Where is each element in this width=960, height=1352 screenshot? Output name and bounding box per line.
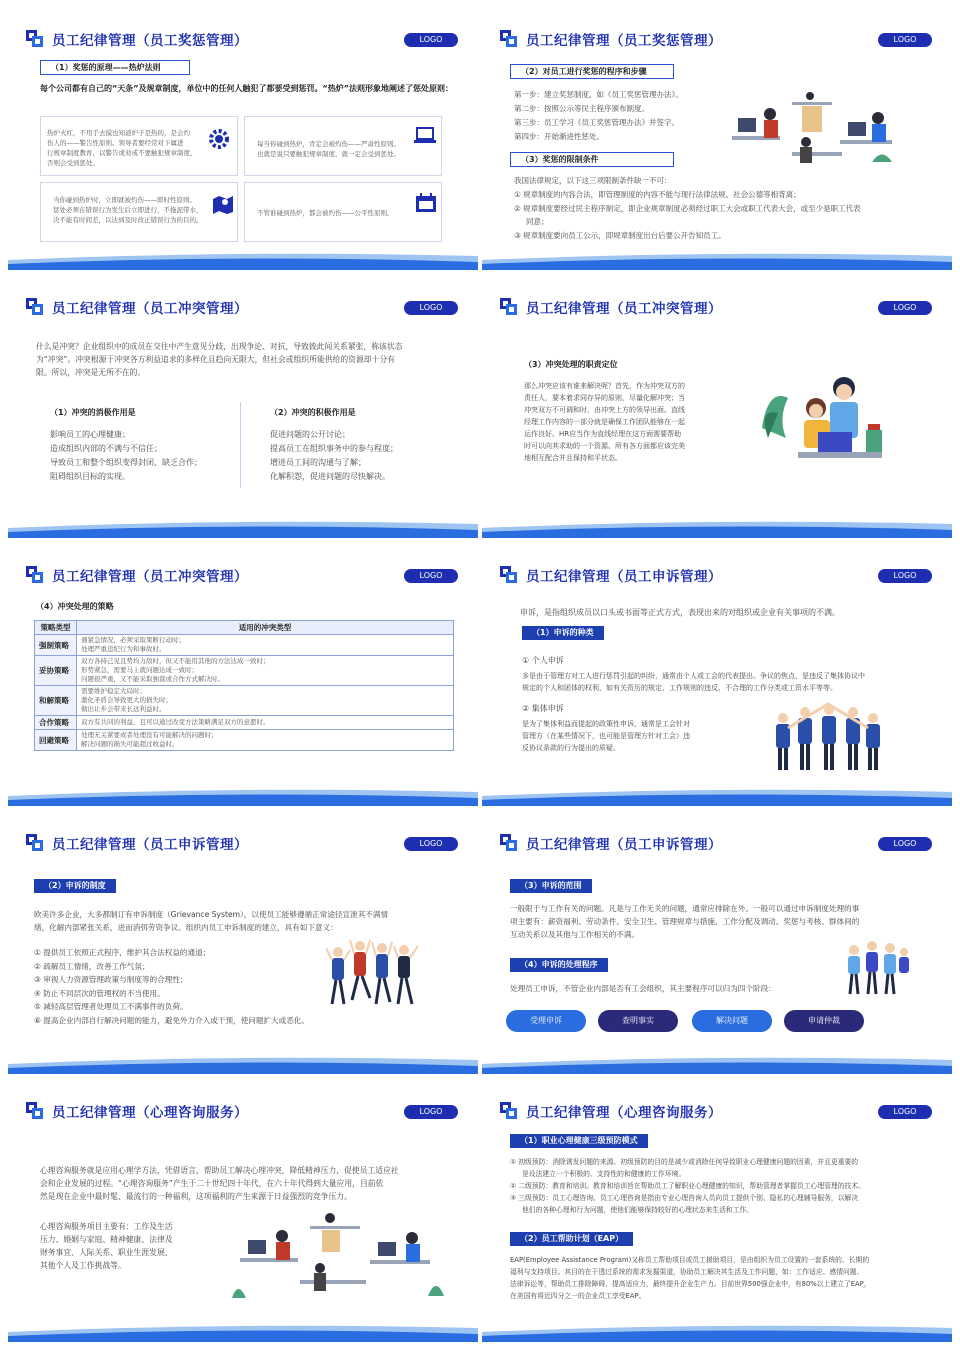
brand-icon xyxy=(26,298,44,316)
column-divider xyxy=(240,402,241,488)
footer-wave xyxy=(482,782,952,806)
step-accept-appeal: 受理申诉 xyxy=(506,1010,586,1032)
table-row xyxy=(35,635,454,656)
slide-appeal-scope xyxy=(482,812,952,1074)
principle-card-fairness: 不管谁碰到热炉，都会被灼伤——公平性原则。 xyxy=(244,182,442,242)
office-people-illustration xyxy=(230,1210,448,1306)
conditions-list: ① 规章制度的内容合法，即管理制度的内容不能与现行法律法规、社会公德等相背离； ② 规章制度要经过民主程序制定，即企业规章制度必须经过职工大会或职工代表大会，或至少是职工代表 同意； ③ 规章制度要向员工公示，即规章制度出台后要公开告知员工。 xyxy=(514,190,861,240)
intro-text: 每个公司都有自己的“天条”及规章制度，单位中的任何人触犯了都要受到惩罚。“热炉”法则形象地阐述了惩处原则： xyxy=(40,84,454,93)
team-laptop-illustration xyxy=(758,368,892,468)
office-workers-illustration xyxy=(722,92,902,172)
slide-counseling-eap xyxy=(482,1080,952,1342)
slide-title: 员工纪律管理（员工冲突管理） xyxy=(526,301,722,317)
strategy-name: 回避策略 xyxy=(35,730,77,751)
eap-body: EAP(Employee Assistance Program)又称员工帮助项目或员工援助项目，是由组织为员工设置的一套系统的、长期的 福利与支持项目。其目的在于透过系统的需求发掘渠道，协助员工解决其生活及工作问题，如：工作适应、感情问题、 法律诉讼等，帮助员工排除障碍，提高适应力，最终提升企业生产力。目前世界500强企业中，有80%以上建立了EAP， 在美国有将近四分之一的企业员工享受EAP。 xyxy=(510,1256,871,1300)
appeal-system-list: ① 提供员工依照正式程序，维护其合法权益的通道； ② 疏解员工情绪，改善工作气氛； ③ 审视人力资源管理政策与制度等的合理性； ④ 防止不同层次的管理权的不当使用。 ⑤ 减轻高层管理者处理员工不满事件的负荷。 ⑥ 提高企业内部自行解决问题的能力，避免外力介入或干预，使问题扩大或恶化。 xyxy=(34,948,309,1025)
footer-wave xyxy=(482,1050,952,1074)
brand-icon xyxy=(26,566,44,584)
table-header-cell: 适用的冲突类型 xyxy=(77,621,454,635)
prevention-model-label: （1）职业心理健康三级预防模式 xyxy=(510,1134,648,1148)
logo-badge: LOGO xyxy=(404,837,458,851)
strategy-name: 强制策略 xyxy=(35,635,77,656)
personal-appeal-body: 多是由于管理方对工人进行惩罚引起的纠纷，通常由个人或工会的代表提出。争议的焦点，是违反了集体协议中 规定的个人和团体的权利，如有关资历的规定、工作规则的违反、不合理的工作分类或工资水平等等。 xyxy=(522,672,865,692)
table-row xyxy=(35,730,454,751)
brand-icon xyxy=(500,834,518,852)
group-appeal-body: 是为了集体利益而提起的政策性申诉，通常是工会针对 管理方（在某些情况下，也可能是管理方针对工会）违 反协议条款的行为提出的质疑。 xyxy=(522,720,690,752)
logo-badge: LOGO xyxy=(404,33,458,47)
logo-badge: LOGO xyxy=(878,301,932,315)
footer-wave xyxy=(8,1050,478,1074)
laptop-icon xyxy=(413,127,437,145)
brand-icon xyxy=(26,1102,44,1120)
brand-icon xyxy=(500,30,518,48)
strategy-desc: 处理无关紧要或者处理没有可能解决的问题时； 解决问题的损失可能超过收益时。 xyxy=(77,730,454,751)
appeal-scope-label: （3）申诉的范围 xyxy=(510,879,592,893)
slide-counseling-intro xyxy=(8,1080,478,1342)
logo-badge: LOGO xyxy=(878,569,932,583)
footer-wave xyxy=(8,246,478,270)
strategy-desc: 遇紧急情况，必须采取果断行动时； 处理严重违纪行为和事故时。 xyxy=(77,635,454,656)
brand-icon xyxy=(500,566,518,584)
team-illustration xyxy=(842,940,912,996)
logo-badge: LOGO xyxy=(878,1105,932,1119)
footer-wave xyxy=(8,1318,478,1342)
responsibility-body: 那么冲突应该有谁来解决呢？首先，作为冲突双方的 责任人，要本着求同存异的原则，尽量化解冲突；当 冲突双方不可调和时，由冲突上方的领导出面。直线 经理工作内容的一部分就是确保工作团队能够在一起 运作良好。HR应当作为直线经理在这方面需要帮助 时可以向其求助的一个资源。所有各方面都应该完美 地相互配合并且保持和平状态。 xyxy=(524,382,685,462)
group-appeal-title: ② 集体申诉 xyxy=(522,704,564,713)
footer-wave xyxy=(482,514,952,538)
slide-title: 员工纪律管理（员工申诉管理） xyxy=(526,837,722,853)
strategy-desc: 双方各持己见且势均力敌时，但又不能用其他的方法达成一致时； 形势紧急，需要马上就问题达成一致时； 问题很严重，又不能采取独裁或合作方式解决时。 xyxy=(77,656,454,686)
slide-title: 员工纪律管理（心理咨询服务） xyxy=(52,1105,248,1121)
procedure-steps: 第一步：建立奖惩制度，如《员工奖惩管理办法》。 第二步：按照公示等民主程序颁布制度。 第三步：员工学习《员工奖惩管理办法》并签字。 第四步：开始渐进性惩处。 xyxy=(514,90,683,141)
principle-card-immediacy: 当你碰到热炉时，立即就被灼伤——即时性原则。 惩处必须在错误行为发生后立即进行，不拖泥带水， 决不能有时间差，以达到及时改正错误行为的目的。 xyxy=(40,182,238,242)
personal-appeal-title: ① 个人申诉 xyxy=(522,656,564,665)
step-resolve-problem: 解决问题 xyxy=(692,1010,772,1032)
appeal-procedure-body: 处理员工申诉，不管企业内部是否有工会组织，其主要程序可以归为四个阶段： xyxy=(510,984,776,993)
gear-icon xyxy=(207,127,231,151)
footer-wave xyxy=(482,246,952,270)
negative-effects-list: 影响员工的心理健康； 造成组织内部的不满与不信任； 导致员工和整个组织变得封闭、缺乏合作； 阻碍组织目标的实现。 xyxy=(50,430,202,481)
calendar-icon xyxy=(415,193,437,213)
table-row xyxy=(35,686,454,716)
slide-title: 员工纪律管理（员工申诉管理） xyxy=(52,837,248,853)
appeal-scope-body: 一般限于与工作有关的问题。凡是与工作无关的问题，通常应排除在外。一般可以通过申诉制度处理的事 项主要有：薪资福利、劳动条件、安全卫生、管理规章与措施、工作分配及调动、奖惩与考核、群体间的 互动关系以及其他与工作相关的不满。 xyxy=(510,904,860,939)
slide-title: 员工纪律管理（员工冲突管理） xyxy=(52,569,248,585)
strategy-name: 合作策略 xyxy=(35,716,77,730)
table-header-cell: 策略类型 xyxy=(35,621,77,635)
appeal-system-label: （2）申诉的制度 xyxy=(34,879,116,893)
section-label: （1）奖惩的原理——热炉法则 xyxy=(40,60,190,75)
principle-card-warning: 热炉火红，不用手去摸也知道炉子是热的，是会灼 伤人的——警告性原则。领导者要经常对下属进 行规章制度教育，以警告或劝戒不要触犯规章制度， 否则会受到惩处。 xyxy=(40,116,238,176)
logo-badge: LOGO xyxy=(404,301,458,315)
principle-card-severity: 每当你碰到热炉，肯定会被灼伤——严肃性原则。 也就是说只要触犯规章制度，就一定会受到惩处。 xyxy=(244,116,442,176)
slide-conflict-responsibility xyxy=(482,276,952,538)
eap-label: （2）员工帮助计划（EAP） xyxy=(510,1232,633,1246)
appeal-types-label: （1）申诉的种类 xyxy=(522,626,604,640)
slide-reward-principle xyxy=(8,8,478,270)
step-investigate-facts: 查明事实 xyxy=(598,1010,678,1032)
slide-conflict-definition xyxy=(8,276,478,538)
positive-effects-title: （2）冲突的积极作用是 xyxy=(270,408,356,417)
strategy-desc: 需要维护稳定大局时； 激化矛盾会导致更大的损失时； 做出让步会带来长远利益时。 xyxy=(77,686,454,716)
logo-badge: LOGO xyxy=(404,569,458,583)
appeal-intro: 申诉，是指组织成员以口头或书面等正式方式，表现出来的对组织或企业有关事项的不满。 xyxy=(520,608,840,617)
table-header-row xyxy=(35,621,454,635)
slide-title: 员工纪律管理（员工奖惩管理） xyxy=(526,33,722,49)
logo-badge: LOGO xyxy=(878,33,932,47)
slide-title: 员工纪律管理（员工申诉管理） xyxy=(526,569,722,585)
strategy-title: （4）冲突处理的策略 xyxy=(36,602,114,611)
positive-effects-list: 促进问题的公开讨论； 提高员工在组织事务中的参与程度； 增进员工间的沟通与了解； 化解积怨，促进问题的尽快解决。 xyxy=(270,430,398,481)
section-label-procedure: （2）对员工进行奖惩的程序和步骤 xyxy=(510,64,674,79)
strategy-table xyxy=(34,620,454,751)
table-row xyxy=(35,716,454,730)
brand-icon xyxy=(500,1102,518,1120)
strategy-name: 妥协策略 xyxy=(35,656,77,686)
strategy-desc: 双方有共同的利益，且可以通过改变方法策略满足双方的意愿时。 xyxy=(77,716,454,730)
strategy-name: 和解策略 xyxy=(35,686,77,716)
slide-title: 员工纪律管理（心理咨询服务） xyxy=(526,1105,722,1121)
brand-icon xyxy=(500,298,518,316)
table-row xyxy=(35,656,454,686)
appeal-procedure-label: （4）申诉的处理程序 xyxy=(510,958,608,972)
team-huddle-illustration xyxy=(768,694,888,774)
slide-conflict-strategy xyxy=(8,544,478,806)
logo-badge: LOGO xyxy=(878,837,932,851)
slide-title: 员工纪律管理（员工奖惩管理） xyxy=(52,33,248,49)
footer-wave xyxy=(482,1318,952,1342)
section-label-conditions: （3）奖惩的限制条件 xyxy=(510,152,674,167)
footer-wave xyxy=(8,782,478,806)
logo-badge: LOGO xyxy=(404,1105,458,1119)
negative-effects-title: （1）冲突的消极作用是 xyxy=(50,408,136,417)
counseling-items: 心理咨询服务项目主要有：工作及生活 压力、婚姻与家庭、精神健康、法律及 财务事宜、人际关系、职业生涯发展、 其他个人及工作挑战等。 xyxy=(40,1222,173,1270)
responsibility-title: （3）冲突处理的职责定位 xyxy=(524,360,618,369)
conflict-intro: 什么是冲突？企业组织中的成员在交往中产生意见分歧，出现争论、对抗，导致彼此间关系紧张，称该状态 为“冲突”。冲突根源于冲突各方利益追求的多样化且趋向无限大，但社会或组织所能供给的资源却十分有 限。所以，冲突是无所不在的。 xyxy=(36,342,403,377)
slide-appeal-system xyxy=(8,812,478,1074)
footer-wave xyxy=(8,514,478,538)
appeal-system-intro: 欧美许多企业，大多都制订有申诉制度（Grievance System），以使员工能够遵循正常途径宣泄其不满情 绪，化解内部紧张关系，进而消弭劳资争议。组织内员工申诉制度的建立，具有如下意义： xyxy=(34,910,389,932)
counseling-intro: 心理咨询服务就是应用心理学方法，凭借语言，帮助员工解决心理冲突，降低精神压力，促使员工适应社 会和企业发展的过程。“心理咨询服务”产生于二十世纪四十年代，在六十年代得到大量应用，目前依 然是现在企业中最时髦、最流行的一种福利，这项福利的产生来源于日益强烈的竞争压力。 xyxy=(40,1166,399,1201)
brand-icon xyxy=(26,30,44,48)
slide-title: 员工纪律管理（员工冲突管理） xyxy=(52,301,248,317)
conditions-lead: 我国法律规定，以下这三项限制条件缺一不可： xyxy=(514,176,672,185)
slide-reward-procedure xyxy=(482,8,952,270)
step-apply-arbitration: 申请仲裁 xyxy=(784,1010,864,1032)
slide-appeal-types xyxy=(482,544,952,806)
celebrating-people-illustration xyxy=(326,938,426,1010)
brand-icon xyxy=(26,834,44,852)
map-pin-icon xyxy=(211,193,235,215)
prevention-model-list: ① 初级预防：消除诱发问题的来源。初级预防的目的是减少或消除任何导致职业心理健康问题的因素，并且更重要的 是设法建立一个积极的、支持性的和健康的工作环境。 ② 二级预防：教育和培训。教育和培训旨在帮助员工了解职业心理健康的知识，帮助管理者掌握员工心理管理的技术。 ③ 三级预防：员工心理咨询。员工心理咨询是指由专业心理咨询人员向员工提供个别、隐私的心理辅导服务，以解决 他们的各种心理和行为问题，使他们能够保持较好的心理状态来生活和工作。 xyxy=(510,1158,865,1214)
